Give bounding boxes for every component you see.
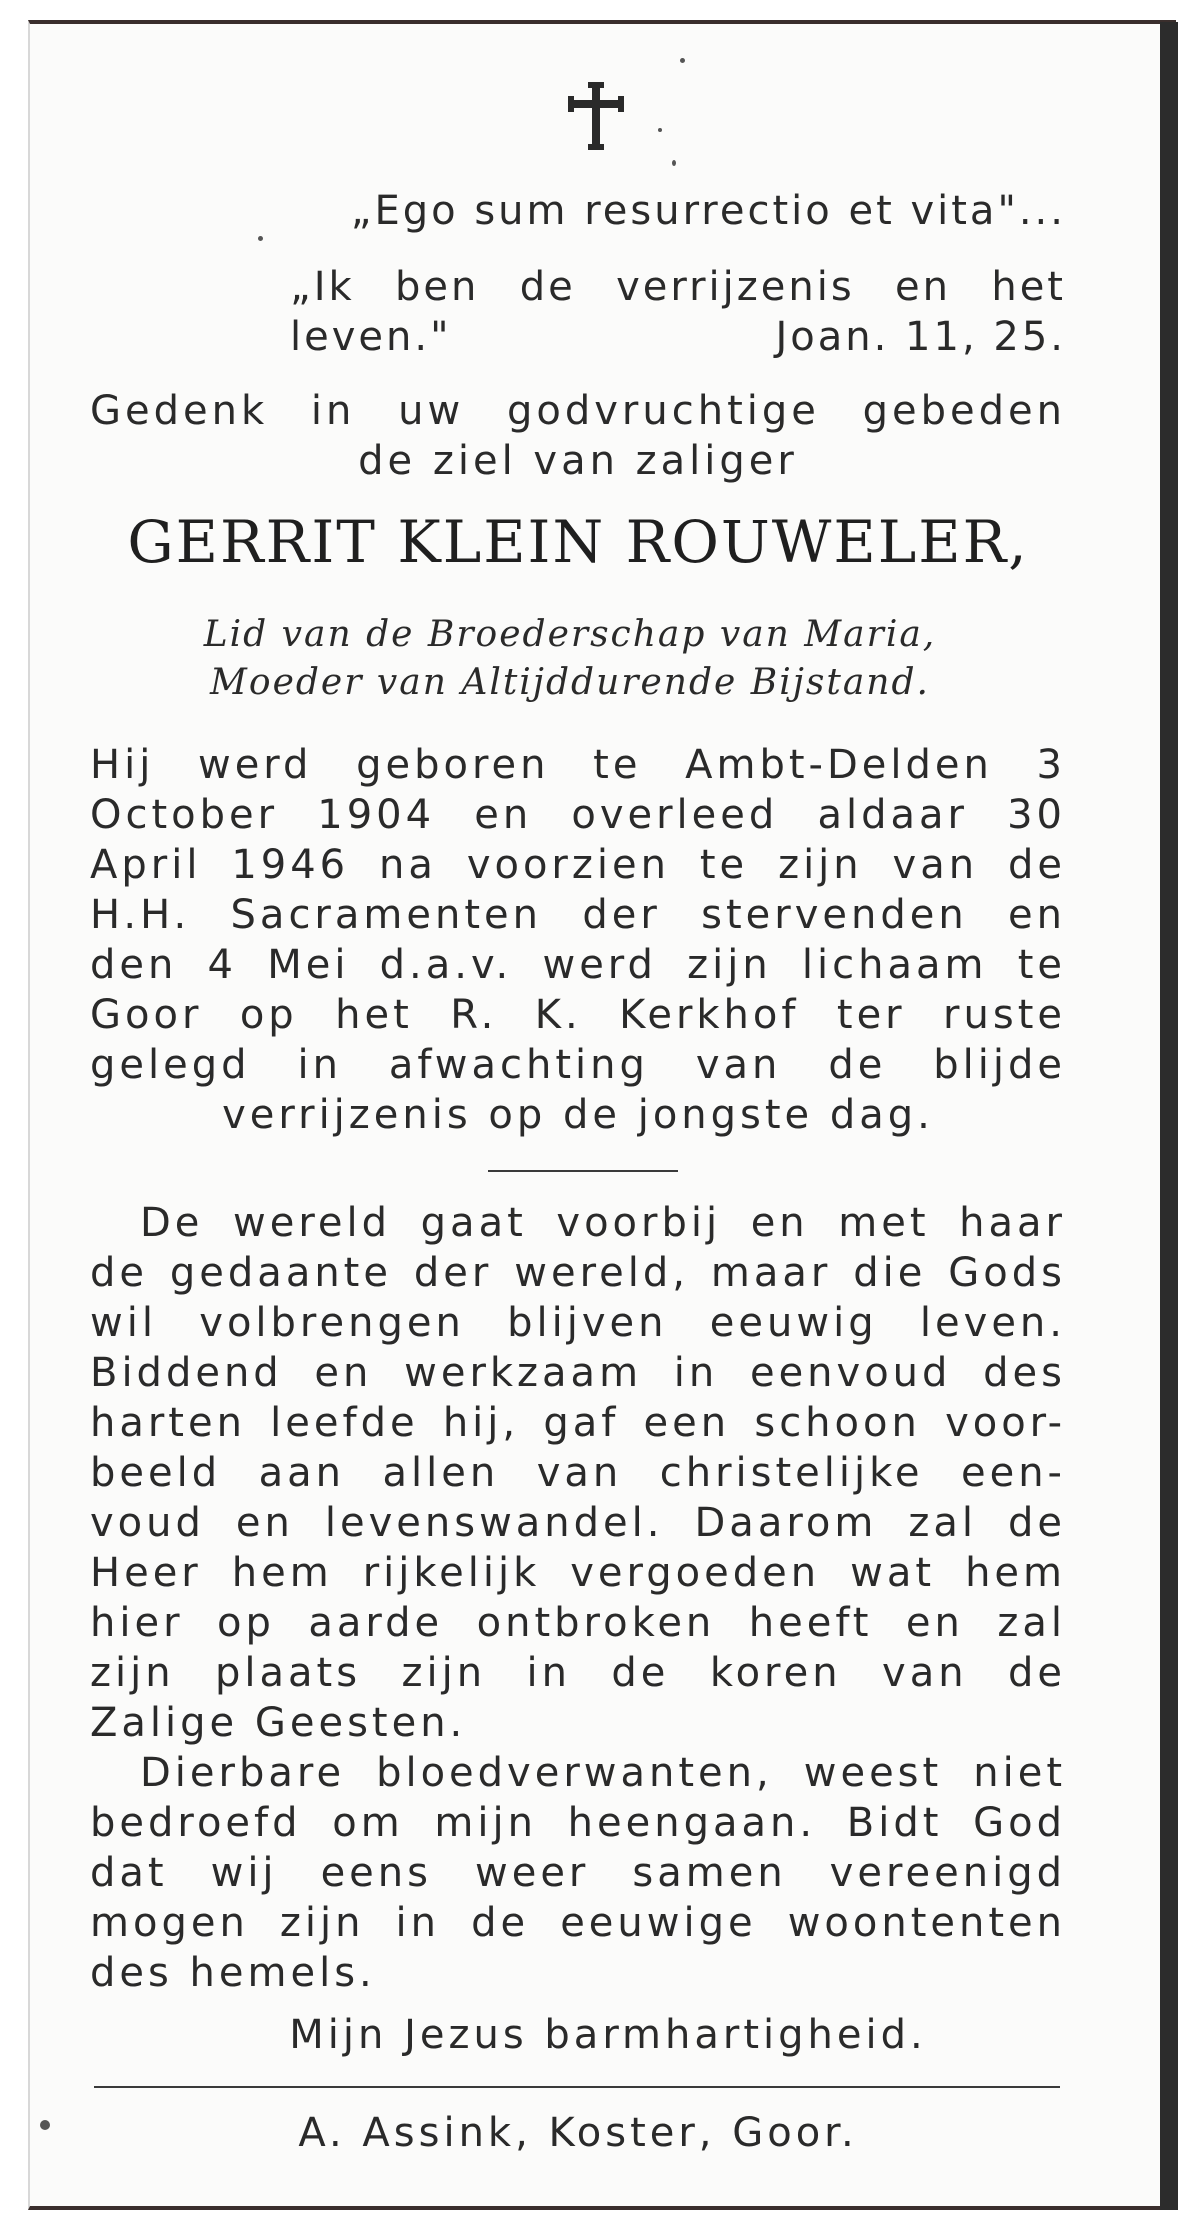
reflection-line: harten leefde hij, gaf een schoon voor- xyxy=(90,1400,1066,1446)
quote-dutch-line2-text: leven." xyxy=(290,314,452,360)
section-divider xyxy=(488,1170,678,1172)
biography-line: Goor op het R. K. Kerkhof ter ruste xyxy=(90,992,1066,1038)
deceased-name: GERRIT KLEIN ROUWELER, xyxy=(127,508,1029,576)
farewell-line: bedroefd om mijn heengaan. Bidt God xyxy=(90,1800,1066,1846)
intro xyxy=(90,386,1066,486)
intro-line2: de ziel van zaliger xyxy=(358,438,798,484)
reflection-line: Zalige Geesten. xyxy=(90,1700,467,1746)
biography-line: den 4 Mei d.a.v. werd zijn lichaam te xyxy=(90,942,1066,988)
biography-line: H.H. Sacramenten der stervenden en xyxy=(90,892,1066,938)
farewell-line: des hemels. xyxy=(90,1950,376,1996)
biography xyxy=(90,740,1066,1140)
biography-line: verrijzenis op de jongste dag. xyxy=(222,1092,934,1138)
biography-line: October 1904 en overleed aldaar 30 xyxy=(90,792,1066,838)
reflection-line: Biddend en werkzaam in eenvoud des xyxy=(90,1350,1066,1396)
farewell-line: dat wij eens weer samen vereenigd xyxy=(90,1850,1066,1896)
closing-prayer-text: Mijn Jezus barmhartigheid. xyxy=(289,2012,927,2058)
reflection xyxy=(90,1198,1066,1748)
membership-line1: Lid van de Broederschap van Maria, xyxy=(203,614,937,655)
quote-latin: „Ego sum resurrectio et vita"... xyxy=(350,188,1066,234)
reflection-line: voud en levenswandel. Daarom zal de xyxy=(90,1500,1066,1546)
biography-line: gelegd in afwachting van de blijde xyxy=(90,1042,1066,1088)
biography-line: Hij werd geboren te Ambt-Delden 3 xyxy=(90,742,1066,788)
card-shadow-edge xyxy=(1160,22,1178,2210)
printer-credit: A. Assink, Koster, Goor. xyxy=(298,2110,858,2156)
speck xyxy=(672,160,676,166)
farewell-line: mogen zijn in de eeuwige woontenten xyxy=(90,1900,1066,1946)
speck xyxy=(258,236,263,241)
quote-dutch xyxy=(290,262,1066,362)
reflection-line: De wereld gaat voorbij en met haar xyxy=(140,1200,1066,1246)
footer-rule xyxy=(94,2086,1060,2088)
membership-line2: Moeder van Altijddurende Bijstand. xyxy=(210,662,930,703)
scripture-reference: Joan. 11, 25. xyxy=(775,314,1066,360)
speck xyxy=(658,128,662,132)
cross-icon xyxy=(568,82,624,152)
biography-line: April 1946 na voorzien te zijn van de xyxy=(90,842,1066,888)
speck xyxy=(40,2120,50,2130)
intro-line1: Gedenk in uw godvruchtige gebeden xyxy=(90,388,1066,434)
farewell-line: Dierbare bloedverwanten, weest niet xyxy=(140,1750,1066,1796)
reflection-line: zijn plaats zijn in de koren van de xyxy=(90,1650,1066,1696)
reflection-line: hier op aarde ontbroken heeft en zal xyxy=(90,1600,1066,1646)
reflection-line: beeld aan allen van christelijke een- xyxy=(90,1450,1066,1496)
reflection-line: Heer hem rijkelijk vergoeden wat hem xyxy=(90,1550,1066,1596)
closing-prayer xyxy=(150,2010,1066,2060)
quote-dutch-line1: „Ik ben de verrijzenis en het xyxy=(290,264,1066,310)
speck xyxy=(680,58,685,63)
quote-dutch-line2 xyxy=(290,312,1066,362)
reflection-line: de gedaante der wereld, maar die Gods xyxy=(90,1250,1066,1296)
farewell xyxy=(90,1748,1066,1998)
reflection-line: wil volbrengen blijven eeuwig leven. xyxy=(90,1300,1066,1346)
